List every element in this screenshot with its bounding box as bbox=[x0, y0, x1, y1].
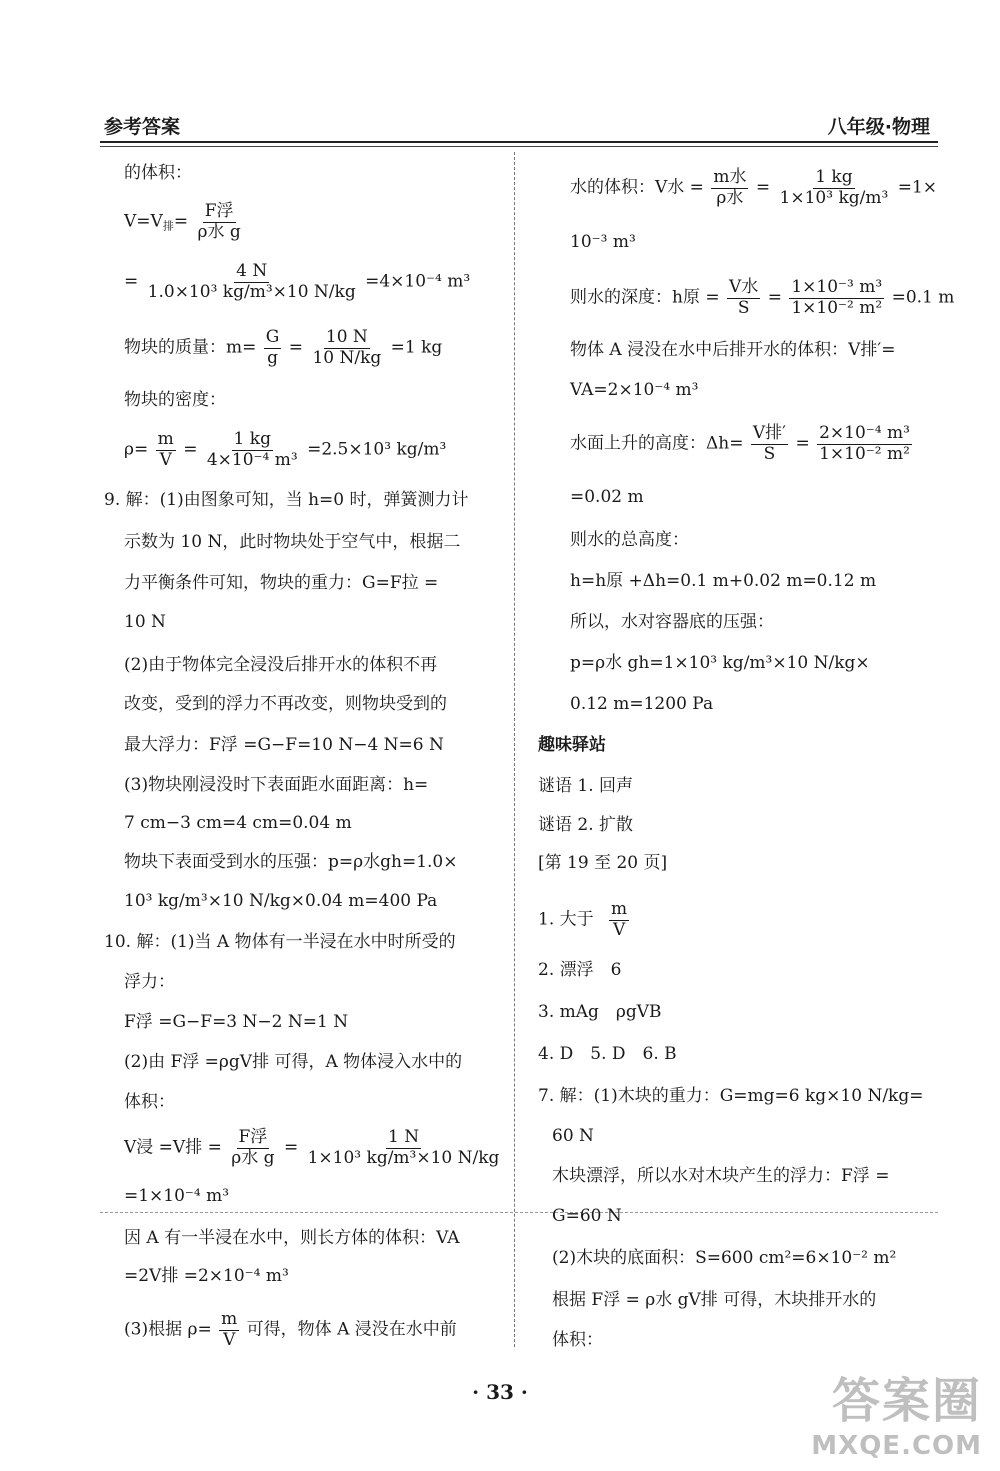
text-line: =0.02 m bbox=[570, 487, 644, 507]
text-line: 物块下表面受到水的压强：p=ρ水gh=1.0× bbox=[124, 852, 458, 872]
fraction bbox=[195, 202, 242, 242]
text-line: 最大浮力：F浮 =G−F=10 N−4 N=6 N bbox=[124, 735, 444, 755]
formula-text: 可得，物体 A 浸没在水中前 bbox=[246, 1319, 457, 1340]
formula-line bbox=[570, 424, 914, 464]
text-line: =2V排 =2×10⁻⁴ m³ bbox=[124, 1266, 289, 1286]
fraction bbox=[310, 328, 383, 368]
formula-line bbox=[538, 900, 631, 940]
formula-text: = bbox=[767, 287, 782, 308]
fraction bbox=[727, 278, 760, 318]
formula-text: =1× bbox=[897, 177, 938, 198]
text-line: 体积： bbox=[552, 1330, 603, 1350]
numerator: F浮 bbox=[238, 1127, 268, 1147]
denominator: V bbox=[612, 919, 626, 940]
numerator: 1×10⁻³ m³ bbox=[791, 277, 883, 297]
watermark-url: MXQE.COM bbox=[811, 1431, 982, 1461]
formula-line bbox=[570, 278, 954, 318]
fraction bbox=[306, 1128, 502, 1168]
denominator: 1×10⁻² m² bbox=[819, 443, 910, 464]
numerator: V水 bbox=[729, 277, 759, 297]
formula-text: 则水的深度：h原 = bbox=[570, 287, 720, 308]
header-rule bbox=[100, 141, 938, 143]
numerator: 1 kg bbox=[815, 167, 853, 187]
denominator: ρ水 g bbox=[197, 221, 241, 242]
formula-line bbox=[124, 262, 470, 302]
formula-line bbox=[124, 1128, 503, 1168]
text-line: 9. 解：(1)由图象可知，当 h=0 时，弹簧测力计 bbox=[104, 490, 469, 510]
text-line: 0.12 m=1200 Pa bbox=[570, 694, 714, 714]
text-line: 因 A 有一半浸在水中，则长方体的体积：VA bbox=[124, 1228, 460, 1248]
denominator: V bbox=[159, 449, 172, 470]
numerator: 1 kg bbox=[233, 429, 271, 449]
denominator: 4×10⁻⁴ m³ bbox=[206, 449, 298, 470]
formula-text: = bbox=[283, 1137, 299, 1158]
fraction bbox=[778, 168, 891, 208]
numerator: m bbox=[221, 1309, 238, 1329]
denominator: 1×10⁻² m² bbox=[791, 297, 883, 318]
text-line: 的体积： bbox=[124, 163, 192, 183]
fraction bbox=[711, 168, 748, 208]
text-line: VA=2×10⁻⁴ m³ bbox=[570, 380, 699, 400]
text-line: 力平衡条件可知，物块的重力：G=F拉 = bbox=[124, 573, 439, 593]
text-line: 4. D 5. D 6. B bbox=[538, 1044, 677, 1064]
fraction bbox=[789, 278, 884, 318]
text-line: 谜语 1. 回声 bbox=[538, 776, 634, 796]
formula-line bbox=[570, 168, 937, 208]
formula-line bbox=[124, 202, 245, 242]
numerator: V排′ bbox=[752, 423, 787, 443]
text-line: (3)物块刚浸没时下表面距水面距离：h= bbox=[124, 775, 429, 795]
formula-text: = bbox=[755, 177, 771, 198]
formula-text: = bbox=[124, 271, 139, 292]
text-line: 物体 A 浸没在水中后排开水的体积：V排′= bbox=[570, 340, 896, 360]
header-left-title: 参考答案 bbox=[104, 116, 181, 138]
numerator: 1 N bbox=[387, 1127, 420, 1147]
fraction bbox=[229, 1128, 276, 1168]
text-line: 谜语 2. 扩散 bbox=[538, 815, 634, 835]
numerator: F浮 bbox=[204, 201, 234, 221]
text-line: (2)木块的底面积：S=600 cm²=6×10⁻² m² bbox=[552, 1248, 897, 1268]
formula-line bbox=[124, 1310, 457, 1350]
watermark-logo bbox=[811, 1362, 982, 1461]
text-line: 10. 解：(1)当 A 物体有一半浸在水中时所受的 bbox=[104, 932, 456, 952]
text-line: 浮力： bbox=[124, 972, 175, 992]
text-line: 7. 解：(1)木块的重力：G=mg=6 kg×10 N/kg= bbox=[538, 1086, 924, 1106]
formula-text: = bbox=[795, 433, 810, 454]
formula-line bbox=[124, 430, 446, 470]
text-line: 10⁻³ m³ bbox=[570, 232, 636, 252]
numerator: 10 N bbox=[325, 327, 368, 347]
text-line: 10³ kg/m³×10 N/kg×0.04 m=400 Pa bbox=[124, 891, 438, 911]
formula-text: =2.5×10³ kg/m³ bbox=[307, 439, 447, 460]
text-line: 2. 漂浮 6 bbox=[538, 960, 622, 980]
denominator: S bbox=[763, 443, 776, 464]
text-line: F浮 =G−F=3 N−2 N=1 N bbox=[124, 1012, 349, 1032]
section-title: 趣味驿站 bbox=[538, 735, 606, 755]
text-line: (2)由 F浮 =ρgV排 可得，A 物体浸入水中的 bbox=[124, 1052, 463, 1072]
page-range-label: [第 19 至 20 页] bbox=[538, 853, 668, 873]
header-rule-thin bbox=[100, 146, 938, 147]
page-number: · 33 · bbox=[472, 1380, 528, 1404]
text-line: 60 N bbox=[552, 1126, 594, 1146]
formula-text: = bbox=[173, 211, 189, 232]
text-line: 3. mAg ρgVB bbox=[538, 1002, 662, 1022]
text-line: =1×10⁻⁴ m³ bbox=[124, 1186, 230, 1206]
text-line: 根据 F浮 = ρ水 gV排 可得，木块排开水的 bbox=[552, 1290, 877, 1310]
text-line: 改变，受到的浮力不再改变，则物块受到的 bbox=[124, 694, 447, 714]
text-line: 则水的总高度： bbox=[570, 530, 689, 550]
denominator: 10 N/kg bbox=[312, 347, 382, 368]
numerator: G bbox=[265, 327, 280, 347]
formula-text: =4×10⁻⁴ m³ bbox=[365, 271, 471, 292]
text-line: 所以，水对容器底的压强： bbox=[570, 612, 774, 632]
denominator: ρ水 g bbox=[231, 1147, 275, 1168]
denominator: 1×10³ kg/m³×10 N/kg bbox=[307, 1147, 500, 1168]
text-line: h=h原 +Δh=0.1 m+0.02 m=0.12 m bbox=[570, 571, 877, 591]
formula-text: 1. 大于 bbox=[538, 909, 594, 930]
fraction bbox=[817, 424, 912, 464]
text-line: 10 N bbox=[124, 612, 166, 632]
fraction bbox=[156, 430, 176, 470]
formula-text: ρ= bbox=[124, 439, 149, 460]
denominator: V bbox=[223, 1329, 236, 1350]
fraction bbox=[205, 430, 300, 470]
formula-text: 水面上升的高度：Δh= bbox=[570, 433, 744, 454]
text-line: 示数为 10 N，此时物块处于空气中，根据二 bbox=[124, 532, 461, 552]
formula-text: 水的体积：V水 = bbox=[570, 177, 704, 198]
numerator: m bbox=[611, 899, 628, 919]
denominator: 1×10³ kg/m³ bbox=[779, 187, 889, 208]
formula-text: V浸 =V排 = bbox=[124, 1137, 222, 1158]
formula-text: 物块的质量：m= bbox=[124, 337, 257, 358]
text-line: (2)由于物体完全浸没后排开水的体积不再 bbox=[124, 655, 438, 675]
formula-line bbox=[124, 328, 442, 368]
denominator: 1.0×10³ kg/m³×10 N/kg bbox=[147, 281, 356, 302]
denominator: g bbox=[267, 347, 279, 368]
column-divider bbox=[514, 152, 515, 1347]
numerator: m水 bbox=[713, 167, 747, 187]
formula-text: (3)根据 ρ= bbox=[124, 1319, 212, 1340]
text-line: 体积： bbox=[124, 1092, 175, 1112]
formula-text: = bbox=[288, 337, 304, 358]
denominator: S bbox=[737, 297, 750, 318]
formula-text: = bbox=[183, 439, 198, 460]
subscript: 排 bbox=[162, 219, 174, 233]
fraction bbox=[609, 900, 629, 940]
numerator: 2×10⁻⁴ m³ bbox=[819, 423, 910, 443]
fraction bbox=[219, 1310, 239, 1350]
text-line: p=ρ水 gh=1×10³ kg/m³×10 N/kg× bbox=[570, 653, 870, 673]
text-line: 物块的密度： bbox=[124, 390, 226, 410]
denominator: ρ水 bbox=[716, 187, 744, 208]
formula-text: =1 kg bbox=[390, 337, 443, 358]
formula-text: =0.1 m bbox=[891, 287, 955, 308]
text-line: 7 cm−3 cm=4 cm=0.04 m bbox=[124, 813, 352, 833]
formula-text: V=V bbox=[124, 211, 163, 232]
text-line: G=60 N bbox=[552, 1206, 622, 1226]
fraction bbox=[264, 328, 282, 368]
header-right-title: 八年级·物理 bbox=[827, 116, 930, 138]
watermark-text: 答案圈 bbox=[831, 1373, 982, 1429]
text-line: 木块漂浮，所以水对木块产生的浮力：F浮 = bbox=[552, 1166, 890, 1186]
fraction bbox=[146, 262, 358, 302]
numerator: m bbox=[157, 429, 174, 449]
fold-line bbox=[100, 1212, 938, 1213]
fraction bbox=[751, 424, 788, 464]
numerator: 4 N bbox=[236, 261, 268, 281]
